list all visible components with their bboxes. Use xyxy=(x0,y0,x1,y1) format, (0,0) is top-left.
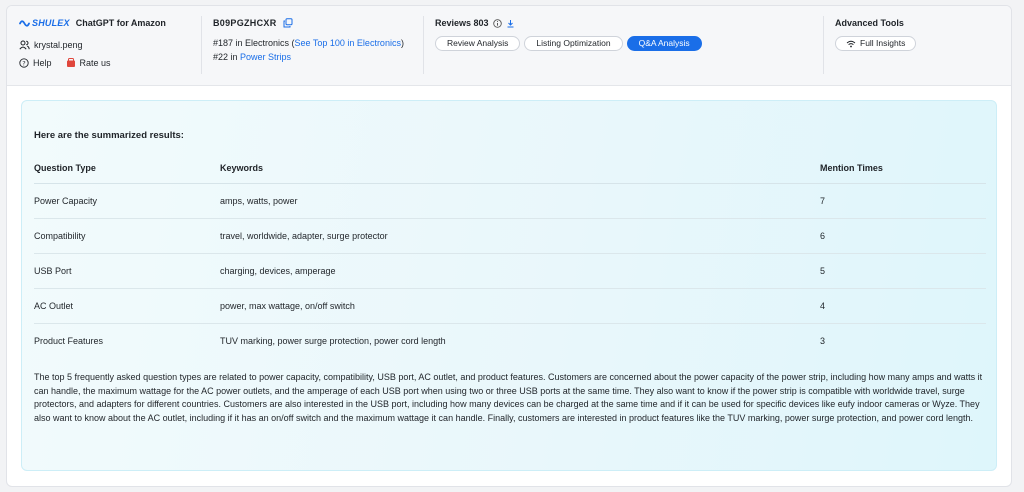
rank-electronics xyxy=(213,38,404,48)
power-strips-link[interactable]: Power Strips xyxy=(240,52,292,62)
full-insights-button[interactable] xyxy=(835,36,916,51)
advanced-tools-title: Advanced Tools xyxy=(835,18,904,28)
rate-us-link[interactable] xyxy=(66,58,111,68)
rate-us-icon xyxy=(66,58,76,68)
table-row xyxy=(34,253,986,288)
app-title: ChatGPT for Amazon xyxy=(75,18,166,28)
asin-row xyxy=(213,18,293,28)
question-type-cell: Product Features xyxy=(34,335,104,346)
tab-review-analysis[interactable]: Review Analysis xyxy=(435,36,520,51)
shulex-logo-icon xyxy=(19,19,30,28)
copy-icon[interactable] xyxy=(283,18,293,28)
mention-times-cell: 3 xyxy=(820,335,826,346)
username: krystal.peng xyxy=(34,40,83,50)
keywords-cell: TUV marking, power surge protection, power cord length xyxy=(220,335,446,346)
rank-power-strips-text: #22 in xyxy=(213,52,241,62)
brand-row xyxy=(19,18,166,28)
question-type-cell: USB Port xyxy=(34,253,220,288)
reviews-row xyxy=(435,18,515,28)
user-row[interactable] xyxy=(19,40,83,50)
asin-value: B09PGZHCXR xyxy=(213,18,277,28)
app-frame xyxy=(6,5,1012,487)
mention-times-cell: 4 xyxy=(820,288,986,323)
analysis-tabs xyxy=(435,36,702,51)
question-type-cell: Compatibility xyxy=(34,218,220,253)
summary-paragraph: The top 5 frequently asked question types are related to power capacity, compatibility, USB port, AC outlet, and product features. Customers are concerned about the power capacity of the power strip, including how many amps and watts it can handle, the maximum wattage for the AC power outlets, and the amperage of each USB port when using two or three USB ports at the same time. They also want to know if the power strip is compatible with worldwide travel, surge protectors, and adapters for different countries. Customers are also interested in the USB port, including how many devices can be charged at the same time and if it can be used for specific devices like eufy indoor cameras or Wyze. They also want to know about the AC outlet, including if it has an on/off switch and the maximum wattage it can handle. Finally, customers are interested in product features like the TUV marking, power surge protection, and power cord length. xyxy=(34,372,983,423)
reviews-count: Reviews 803 xyxy=(435,18,489,28)
results-panel xyxy=(21,100,997,471)
table-row xyxy=(34,288,986,323)
column-header-keywords: Keywords xyxy=(220,153,820,183)
rank-electronics-text: #187 in Electronics ( xyxy=(213,38,295,48)
mention-times-cell: 7 xyxy=(820,183,986,218)
header-bar xyxy=(7,6,1011,86)
table-row xyxy=(34,323,986,358)
brand-logo[interactable] xyxy=(19,18,70,28)
keywords-cell: power, max wattage, on/off switch xyxy=(220,288,820,323)
question-type-cell: AC Outlet xyxy=(34,288,220,323)
wifi-icon xyxy=(846,40,856,48)
top-100-link[interactable]: See Top 100 in Electronics xyxy=(294,38,401,48)
tab-qa-analysis[interactable]: Q&A Analysis xyxy=(627,36,702,51)
keywords-cell: travel, worldwide, adapter, surge protector xyxy=(220,218,820,253)
table-row xyxy=(34,218,986,253)
keywords-cell: amps, watts, power xyxy=(220,183,820,218)
download-icon[interactable] xyxy=(506,19,515,28)
tab-listing-optimization[interactable]: Listing Optimization xyxy=(524,36,622,51)
rate-us-label: Rate us xyxy=(79,58,111,68)
column-header-mention-times: Mention Times xyxy=(820,153,986,183)
question-type-cell: Power Capacity xyxy=(34,183,220,218)
header-divider xyxy=(423,16,424,74)
table-header-row xyxy=(34,153,986,183)
mention-times-cell: 6 xyxy=(820,218,986,253)
rank-electronics-suffix: ) xyxy=(400,38,404,48)
help-label: Help xyxy=(33,58,52,68)
keywords-cell: charging, devices, amperage xyxy=(220,253,820,288)
table-row xyxy=(34,183,986,218)
results-heading: Here are the summarized results: xyxy=(34,130,184,141)
info-icon[interactable] xyxy=(493,19,502,28)
header-divider xyxy=(823,16,824,74)
help-links xyxy=(19,58,111,68)
brand-name: SHULEX xyxy=(32,18,70,28)
mention-times-cell: 5 xyxy=(820,253,986,288)
rank-power-strips xyxy=(213,52,291,62)
help-icon xyxy=(19,58,29,68)
user-icon xyxy=(19,40,30,50)
svg-text:?: ? xyxy=(22,59,26,68)
help-link[interactable] xyxy=(19,58,52,68)
full-insights-label: Full Insights xyxy=(860,38,906,48)
column-header-question-type: Question Type xyxy=(34,153,220,183)
results-table xyxy=(34,153,986,358)
header-divider xyxy=(201,16,202,74)
